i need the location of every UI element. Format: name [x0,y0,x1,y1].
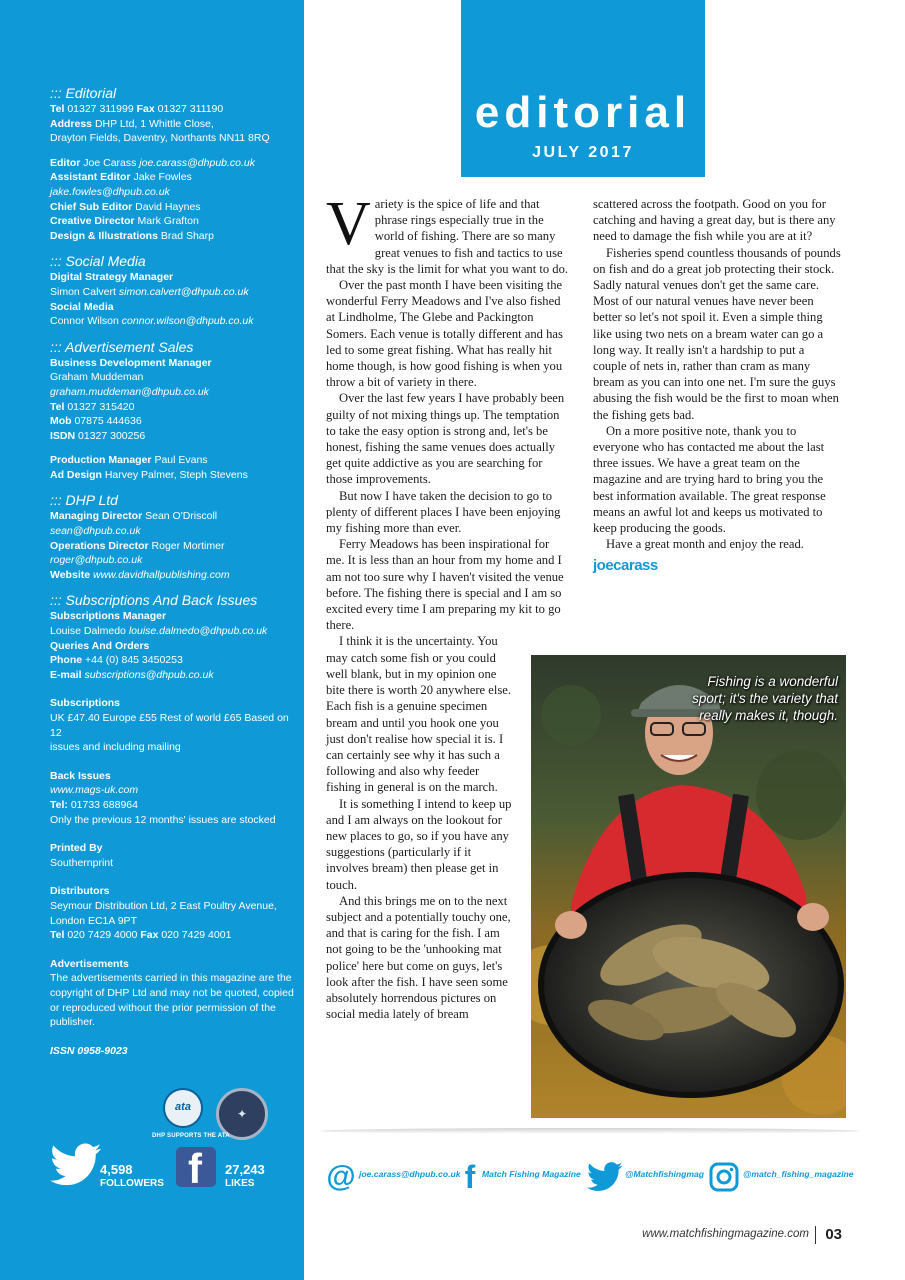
footer-email-link[interactable]: joe.carass@dhpub.co.uk [359,1169,461,1179]
back-issues-tel: Tel: 01733 688964 [50,798,138,811]
ata-badge-icon: ata [163,1088,203,1128]
issn: ISSN 0958-9023 [50,1044,128,1057]
drop-cap: V [326,190,371,258]
advertisements-heading: Advertisements [50,957,129,970]
fish-crest-badge-icon: ✦ [216,1088,268,1140]
business-development-label: Business Development Manager [50,356,212,369]
masthead-sidebar [0,0,304,1280]
social-media-credit: Connor Wilson connor.wilson@dhpub.co.uk [50,315,254,328]
footer-twitter [587,1160,705,1194]
ad-design-credit: Ad Design Harvey Palmer, Steph Stevens [50,468,248,481]
subscriptions-prices: UK £47.40 Europe £55 Rest of world £65 Based on 12 [50,712,289,739]
facebook-like-label: LIKES [225,1178,255,1189]
editorial-address-line2: Drayton Fields, Daventry, Northants NN11 8RQ [50,132,270,145]
facebook-f-icon[interactable] [463,1160,477,1192]
advertisements-notice-line4: publisher. [50,1016,95,1029]
article-paragraph: Variety is the spice of life and that phrase rings especially true in the world of fishing. There are so many great venues to fish and tactics to use that the sky is the limit for what you want to do. [326,190,569,276]
editorial-heading: ::: Editorial [50,85,117,101]
page-footer [620,1226,842,1244]
editorial-contact: Tel 01327 311999 Fax 01327 311190 [50,103,224,115]
printer-name: Southernprint [50,856,114,869]
managing-director-credit: Managing Director Sean O'Driscoll sean@dhpub.co.uk [50,510,218,538]
footer-instagram [709,1160,859,1194]
production-manager-credit: Production Manager Paul Evans [50,454,208,467]
distributor-address-line2: London EC1A 9PT [50,914,137,927]
back-issues-heading: Back Issues [50,769,111,782]
masthead-details [50,85,295,1058]
ads-isdn: ISDN 01327 300256 [50,429,146,442]
distributor-address: Seymour Distribution Ltd, 2 East Poultry Avenue, [50,899,277,912]
back-issues-note: Only the previous 12 months' issues are stocked [50,813,276,826]
article-paragraph: Have a great month and enjoy the read. [606,537,804,552]
editor-credit: Editor Joe Carass joe.carass@dhpub.co.uk [50,156,256,169]
subscriptions-back-issues-heading: ::: Subscriptions And Back Issues [50,592,258,609]
website-link[interactable]: www.davidhallpublishing.com [93,568,230,581]
author-signature: joecarass [593,557,658,575]
sidebar-social-stats [50,1143,290,1193]
facebook-icon[interactable]: f [176,1147,216,1187]
article-paragraph: On a more positive note, thank you to everyone who has contacted me about the last three issues. We have a great team on the magazine and are trying hard to bring you the best information available. The great response means an awful lot and keeps us motivated to keep producing the goods. [593,423,826,536]
facebook-like-count: 27,243 [225,1162,265,1177]
subs-email-link[interactable]: subscriptions@dhpub.co.uk [84,668,214,681]
ata-caption: DHP SUPPORTS THE ATA [152,1133,230,1139]
twitter-follower-label: FOLLOWERS [100,1178,164,1189]
business-development-credit: Graham Muddeman graham.muddeman@dhpub.co.uk [50,371,209,398]
advertisements-notice-line3: or reproduced without the prior permission of the [50,1001,276,1014]
photo-shadow [320,1128,860,1134]
website-line: Website www.davidhallpublishing.com [50,568,230,581]
svg-text:@: @ [326,1160,356,1192]
operations-director-email[interactable]: roger@dhpub.co.uk [50,554,143,567]
subscriptions-prices-line2: issues and including mailing [50,741,181,754]
subscriptions-manager-credit: Louise Dalmedo louise.dalmedo@dhpub.co.uk [50,625,268,638]
editorial-header [461,0,705,177]
ads-tel: Tel 01327 315420 [50,400,135,413]
printed-by-heading: Printed By [50,842,103,855]
article-paragraph: Fisheries spend countless thousands of pounds on fish and do a great job protecting their stock. Sadly natural venues don't get the same care. Most of our natural venues have never been better so let's not spoil it. Even a simple thing like using two nets on a bream water can go a long way. It really isn't a hardship to put a couple of nets in, rather than cram as many bream as you can into one net. I'm sure the guys abusing the fish would be the first to moan when the fishing gets bad. [593,245,841,422]
dhp-heading: ::: DHP Ltd [50,492,118,509]
digital-strategy-credit: Simon Calvert simon.calvert@dhpub.co.uk [50,285,249,298]
twitter-bird-icon[interactable] [587,1162,623,1192]
association-badges [150,1088,280,1144]
footer-instagram-link[interactable]: @match_fishing_magazine [743,1169,854,1179]
assistant-editor-credit: Assistant Editor Jake Fowles jake.fowles@dhpub.co.uk [50,171,192,198]
ads-mob: Mob 07875 444636 [50,415,142,428]
creative-director-credit: Creative Director Mark Grafton [50,215,199,228]
page-title: editorial [474,88,692,137]
business-development-email[interactable]: graham.muddeman@dhpub.co.uk [50,385,209,398]
article-column-2 [593,196,841,575]
chief-sub-editor-credit: Chief Sub Editor David Haynes [50,200,201,213]
pull-quote: Fishing is a wonderful sport; it's the variety that really makes it, though. [692,674,838,723]
angler-photo [531,655,846,1118]
distributor-contact: Tel 020 7429 4000 Fax 020 7429 4001 [50,929,232,942]
social-media-label: Social Media [50,300,114,313]
footer-email [326,1160,466,1194]
digital-strategy-label: Digital Strategy Manager [50,271,174,284]
managing-director-email[interactable]: sean@dhpub.co.uk [50,525,141,538]
svg-text:f: f [464,1160,476,1192]
operations-director-credit: Operations Director Roger Mortimer roger@dhpub.co.uk [50,539,225,567]
subs-email: E-mail subscriptions@dhpub.co.uk [50,668,214,681]
article-paragraph: Ferry Meadows has been inspirational for me. It is less than an hour from my home and I am not too sure why I haven't visited the venue before. The fishing there is special and I am so excited every time I am preparing my kit to go there. [326,537,564,633]
social-media-email[interactable]: connor.wilson@dhpub.co.uk [121,315,254,328]
page-number: 03 [825,1226,842,1243]
digital-strategy-email[interactable]: simon.calvert@dhpub.co.uk [118,285,249,298]
footer-twitter-link[interactable]: @Matchfishingmag [625,1169,705,1179]
article-paragraph: It is something I intend to keep up and I am always on the lookout for new places to go, so if you have any suggestions (particularly if it involves bream) then please get in touch. [326,796,512,892]
article-paragraph: Over the last few years I have probably been guilty of not mixing things up. The temptation to take the easy option is strong and, let's be honest, fishing the same venues does actually get quite addictive as you are searching for those improvements. [326,391,565,487]
social-media-heading: ::: Social Media [50,253,146,270]
subs-phone: Phone +44 (0) 845 3450253 [50,654,183,667]
twitter-bird-icon[interactable] [50,1143,102,1187]
editor-email[interactable]: joe.carass@dhpub.co.uk [139,156,256,169]
footer-website-link[interactable]: www.matchfishingmagazine.com [642,1228,809,1240]
queries-orders-label: Queries And Orders [50,639,150,652]
editorial-address: Address DHP Ltd, 1 Whittle Close, [50,117,214,130]
advertisements-notice-line2: copyright of DHP Ltd and may not be quoted, copied [50,986,294,999]
at-sign-icon[interactable] [326,1160,356,1192]
advertisements-notice: The advertisements carried in this magazine are the [50,972,292,985]
footer-divider [815,1226,816,1244]
issue-date: JULY 2017 [532,144,634,161]
article-paragraph: Over the past month I have been visiting the wonderful Ferry Meadows and I've also fished at Lindholme, The Glebe and Packington Somers. Each venue is totally different and has led to some great fishing. What has really hit home though, is how good fishing is when you throw a bit of variety in there. [326,278,563,390]
instagram-icon[interactable] [709,1162,739,1192]
advertisement-sales-heading: ::: Advertisement Sales [50,338,194,355]
twitter-follower-count: 4,598 [100,1162,133,1177]
subscriptions-heading: Subscriptions [50,697,121,710]
footer-facebook-link[interactable]: Match Fishing Magazine [482,1169,581,1179]
distributors-heading: Distributors [50,885,110,898]
subscriptions-manager-email[interactable]: louise.dalmedo@dhpub.co.uk [128,625,268,638]
article-paragraph: But now I have taken the decision to go to plenty of different places I have been enjoying my fishing more than ever. [326,488,561,536]
back-issues-url[interactable]: www.mags-uk.com [50,784,139,797]
subscriptions-manager-label: Subscriptions Manager [50,610,167,623]
article-paragraph: I think it is the uncertainty. You may catch some fish or you could well blank, but in my opinion one bite there is worth 20 anywhere else. Each fish is a genuine specimen bream and until you hook one you just don't realise how special it is. I can certainly see why it has such a following and also why feeder fishing in general is on the march. [326,634,511,795]
footer-facebook [463,1160,588,1194]
article-paragraph: scattered across the footpath. Good on you for catching and having a great day, but is there any need to damage the fish while you are at it? [593,197,836,244]
design-credit: Design & Illustrations Brad Sharp [50,229,214,242]
angler-with-bream-illustration [531,655,846,1118]
article-paragraph: And this brings me on to the next subject and a potentially touchy one, and that is caring for the fish. I am not going to be the 'unhooking mat police' here but come on guys, let's look after the fish. I have seen some absolutely horrendous pictures on social media lately of bream [326,893,511,1022]
assistant-editor-email[interactable]: jake.fowles@dhpub.co.uk [50,185,170,198]
